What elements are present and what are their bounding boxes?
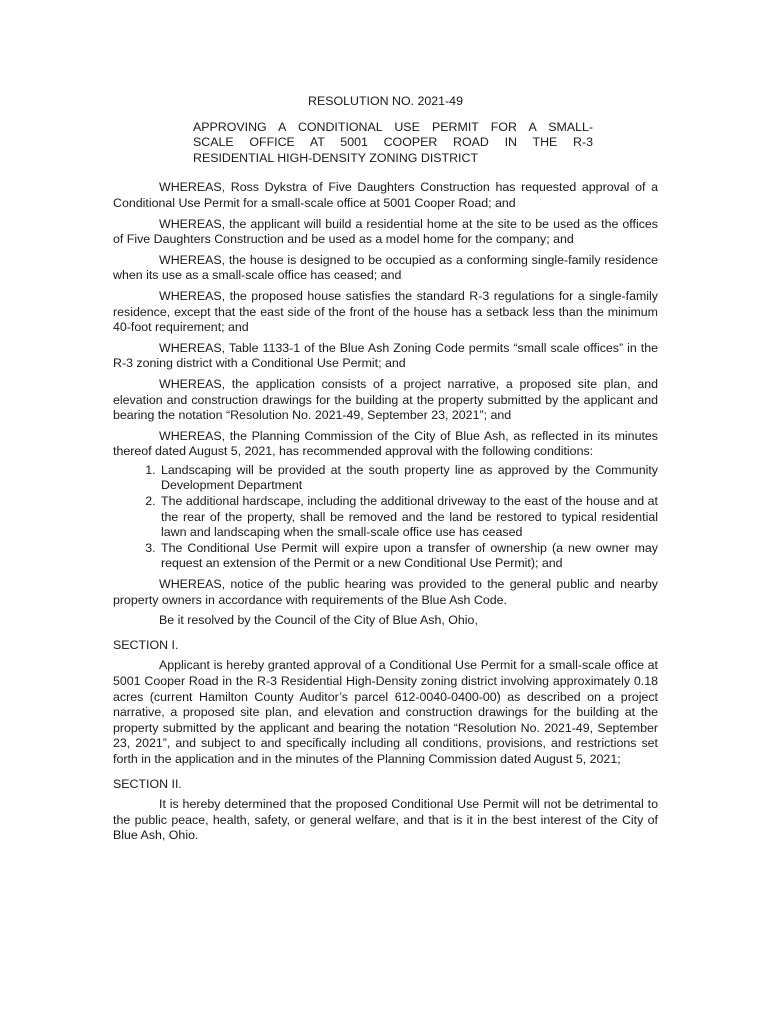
condition-item: 1. Landscaping will be provided at the south property line as approved by the Community Development Department (159, 463, 658, 494)
whereas-clause: WHEREAS, the applicant will build a residential home at the site to be used as the offices of Five Daughters Construction and be used as a model home for the company; and (113, 216, 658, 247)
whereas-clause: WHEREAS, Ross Dykstra of Five Daughters Construction has requested approval of a Conditional Use Permit for a small-scale office at 5001 Cooper Road; and (113, 180, 658, 210)
subject-line: RESIDENTIAL HIGH-DENSITY ZONING DISTRICT (193, 150, 479, 165)
whereas-clause: WHEREAS, the Planning Commission of the City of Blue Ash, as reflected in its minutes thereof dated August 5, 2021, has recommended approval with the following conditions: (113, 428, 658, 459)
whereas-clause: WHEREAS, the house is designed to be occupied as a conforming single-family residence when its use as a small-scale office has ceased; and (113, 252, 658, 283)
resolution-number: RESOLUTION NO. 2021-49 (308, 94, 463, 108)
resolution-document (113, 94, 658, 849)
subject-line: APPROVING A CONDITIONAL USE PERMIT FOR A SMALL- (193, 119, 593, 134)
condition-item: 2. The additional hardscape, including the additional driveway to the east of the house and at the rear of the property, shall be removed and the land be restored to typical residential lawn and landscaping when the small-scale office use has ceased (159, 494, 658, 541)
resolution-subject (193, 120, 593, 167)
section-1-heading: SECTION I. (113, 637, 179, 652)
section-2-heading: SECTION II. (113, 776, 182, 791)
section-1-body: Applicant is hereby granted approval of a Conditional Use Permit for a small-scale office at 5001 Cooper Road in the R-3 Residential High-Density zoning district involving approximately 0.18 acres (current Hamilton County Auditor’s parcel 612-0040-0400-00) as described on a project narrative, a proposed site plan, and elevation and construction drawings for the building at the property submitted by the applicant and bearing the notation “Resolution No. 2021-49, September 23, 2021”, and subject to and specifically including all conditions, provisions, and restrictions set forth in the application and in the minutes of the Planning Commission dated August 5, 2021; (113, 658, 658, 766)
whereas-notice: WHEREAS, notice of the public hearing was provided to the general public and nearby property owners in accordance with requirements of the Blue Ash Code. (113, 577, 658, 607)
conditions-list (113, 463, 658, 572)
whereas-clause: WHEREAS, the application consists of a project narrative, a proposed site plan, and elevation and construction drawings for the building at the property submitted by the applicant and bearing the notation “Resolution No. 2021-49, September 23, 2021”; and (113, 376, 658, 423)
condition-item: 3. The Conditional Use Permit will expire upon a transfer of ownership (a new owner may request an extension of the Permit or a new Conditional Use Permit); and (159, 541, 658, 572)
subject-line: SCALE OFFICE AT 5001 COOPER ROAD IN THE R-3 (193, 135, 593, 150)
whereas-clause: WHEREAS, the proposed house satisfies the standard R-3 regulations for a single-family residence, except that the east side of the front of the house has a setback less than the minimum 40-foot requirement; and (113, 288, 658, 335)
section-2-body: It is hereby determined that the proposed Conditional Use Permit will not be detrimental to the public peace, health, safety, or general welfare, and that is it in the best interest of the City of Blue Ash, Ohio. (113, 797, 658, 843)
whereas-clause: WHEREAS, Table 1133-1 of the Blue Ash Zoning Code permits “small scale offices” in the R-3 zoning district with a Conditional Use Permit; and (113, 340, 658, 371)
resolved-clause: Be it resolved by the Council of the City of Blue Ash, Ohio, (159, 613, 478, 628)
